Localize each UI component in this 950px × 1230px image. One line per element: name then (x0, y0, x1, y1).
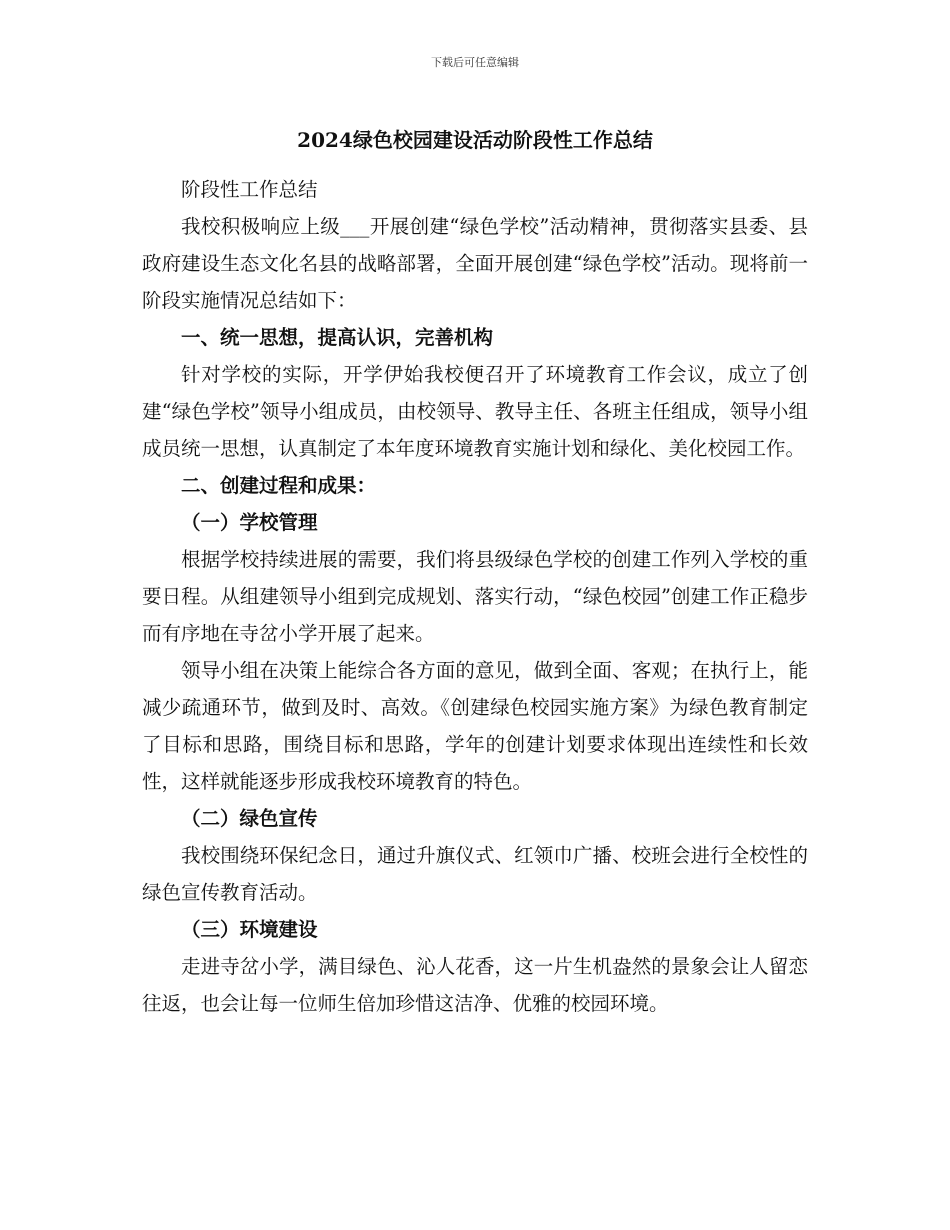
document-title: 2024绿色校园建设活动阶段性工作总结 (297, 128, 653, 152)
paragraph-publicity: 我校围绕环保纪念日，通过升旗仪式、红领巾广播、校班会进行全校性的绿色宣传教育活动。 (142, 844, 808, 904)
subsection-heading-environment: （三）环境建设 (181, 918, 318, 941)
page-header: 下载后可任意编辑 (431, 56, 519, 69)
paragraph-intro: 我校积极响应上级___开展创建“绿色学校”活动精神，贯彻落实县委、县政府建设生态文化名县的战略部署，全面开展创建“绿色学校”活动。现将前一阶段实施情况总结如下： (142, 215, 808, 312)
subsection-heading-publicity: （二）绿色宣传 (181, 807, 318, 830)
subsection-heading-management: （一）学校管理 (181, 511, 318, 534)
paragraph-section-1: 针对学校的实际，开学伊始我校便召开了环境教育工作会议，成立了创建“绿色学校”领导小组成员，由校领导、教导主任、各班主任组成，领导小组成员统一思想，认真制定了本年度环境教育实施计划和绿化、美化校园工作。 (142, 363, 808, 460)
section-heading-1: 一、统一思想，提高认识，完善机构 (181, 326, 494, 349)
paragraph-management-2: 领导小组在决策上能综合各方面的意见，做到全面、客观；在执行上，能减少疏通环节，做到及时、高效。《创建绿色校园实施方案》为绿色教育制定了目标和思路，围绕目标和思路，学年的创建计划要求体现出连续性和长效性，这样就能逐步形成我校环境教育的特色。 (142, 659, 808, 793)
paragraph-management-1: 根据学校持续进展的需要，我们将县级绿色学校的创建工作列入学校的重要日程。从组建领导小组到完成规划、落实行动，“绿色校园”创建工作正稳步而有序地在寺岔小学开展了起来。 (142, 548, 808, 645)
paragraph-environment: 走进寺岔小学，满目绿色、沁人花香，这一片生机盎然的景象会让人留恋往返，也会让每一位师生倍加珍惜这洁净、优雅的校园环境。 (142, 955, 808, 1015)
document-body (142, 171, 808, 1022)
section-heading-2: 二、创建过程和成果： (181, 474, 377, 497)
paragraph-subtitle: 阶段性工作总结 (181, 178, 318, 201)
